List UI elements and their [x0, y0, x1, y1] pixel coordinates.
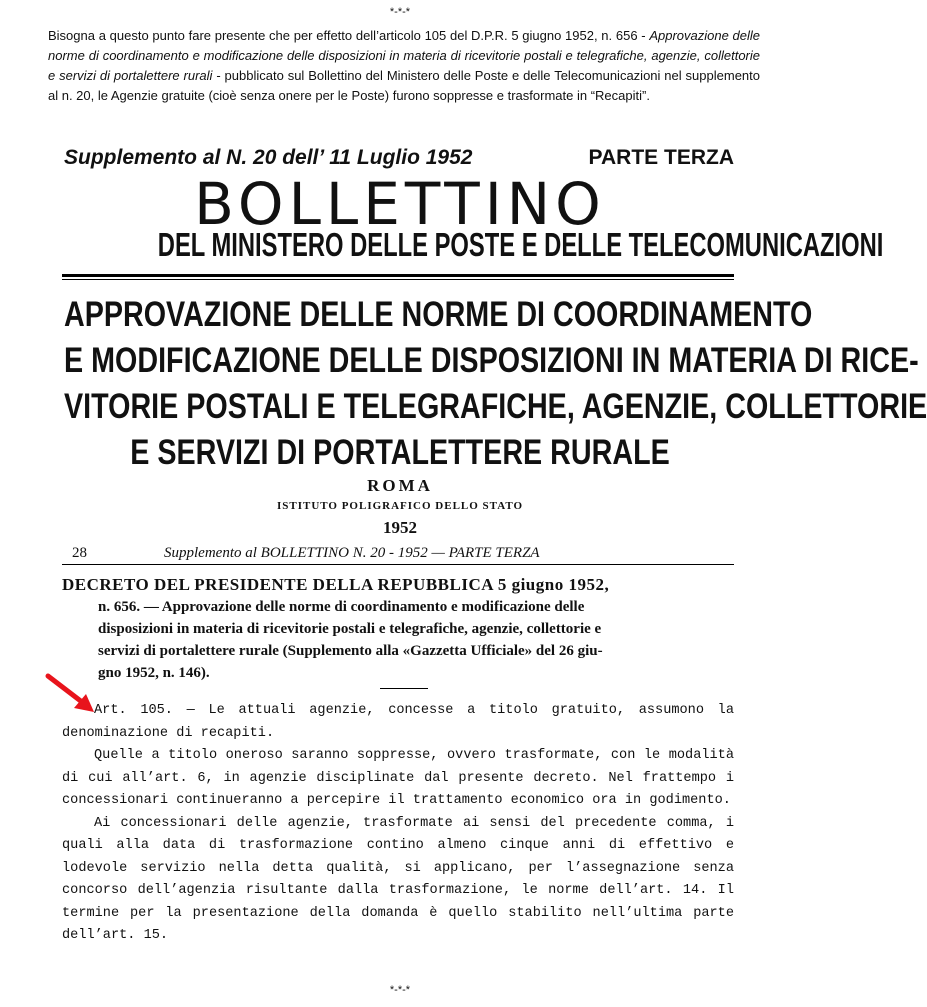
decree-heading	[62, 574, 734, 684]
bulletin-title: BOLLETTINO	[194, 170, 606, 238]
article-paragraph: Quelle a titolo oneroso saranno soppresse, ovvero trasformate, con le modalità di cui all’art. 6, in agenzie disciplinate dal presente decreto. Nel frattempo i concessionari continueranno a percepire il trattamento economico ora in godimento.	[62, 748, 734, 808]
supplement-line	[64, 146, 734, 170]
divider-thick	[62, 274, 734, 277]
article-paragraph: Art. 105. — Le attuali agenzie, concesse a titolo gratuito, assumono la denominazione di recapiti.	[62, 703, 734, 741]
publisher: ISTITUTO POLIGRAFICO DELLO STATO	[276, 500, 524, 512]
intro-decree-title: Approvazione delle norme di coordinamento e modificazione delle disposizioni in materia di ricevitorie postali e telegrafiche, agenzie, collettorie e servizi di portalettere rurali	[48, 28, 760, 83]
supplement-label: Supplemento al N. 20 dell’ 11 Luglio 1952	[64, 146, 473, 169]
red-arrow-icon	[44, 672, 96, 714]
page-header-text: Supplemento al BOLLETTINO N. 20 - 1952 — PARTE TERZA	[164, 545, 540, 561]
top-separator: *-*-*	[389, 6, 411, 18]
part-label: PARTE TERZA	[588, 146, 734, 169]
short-divider	[380, 688, 428, 689]
decree-line: disposizioni in materia di ricevitorie postali e telegrafiche, agenzie, collettorie e	[98, 621, 602, 637]
page-number: 28	[72, 545, 87, 561]
year: 1952	[383, 518, 417, 537]
divider-thin	[62, 279, 734, 280]
article-paragraph: Ai concessionari delle agenzie, trasformate ai sensi del precedente comma, i quali alla data di trasformazione contino almeno cinque anni di effettivo e lodevole servizio nella detta qualità, si applicano, per l’assegnazione senza concorso dell’agenzia risultante dalla trasformazione, le norme dell’art. 14. Il termine per la presentazione della domanda è quello stabilito nell’ultima parte dell’art. 15.	[62, 815, 734, 943]
page-divider	[62, 564, 734, 565]
intro-text-1: Bisogna a questo punto fare presente che per effetto dell’articolo 105 del D.P.R. 5 giugno 1952, n. 656 -	[48, 28, 650, 43]
intro-paragraph	[48, 26, 760, 106]
city: ROMA	[367, 476, 433, 495]
approval-heading	[64, 292, 927, 476]
approval-line: E MODIFICAZIONE DELLE DISPOSIZIONI IN MATERIA DI RICE-	[64, 341, 919, 380]
article-105	[62, 700, 734, 948]
decree-line: servizi di portalettere rurale (Supplemento alla «Gazzetta Ufficiale» del 26 giu-	[98, 643, 603, 659]
intro-text-2: - pubblicato sul Bollettino del Ministero delle Poste e delle Telecomunicazioni nel supplemento al n. 20, le Agenzie gratuite (cioè senza onere per le Poste) furono soppresse e trasformate in “Recapiti”.	[48, 68, 760, 103]
decree-title: DECRETO DEL PRESIDENTE DELLA REPUBBLICA 5 giugno 1952,	[62, 575, 610, 594]
decree-line: gno 1952, n. 146).	[98, 665, 210, 681]
approval-line: E SERVIZI DI PORTALETTERE RURALE	[130, 433, 670, 472]
bottom-separator: *-*-*	[389, 984, 411, 996]
decree-line: n. 656. — Approvazione delle norme di coordinamento e modificazione delle	[98, 599, 585, 615]
approval-line: APPROVAZIONE DELLE NORME DI COORDINAMENTO	[64, 295, 813, 334]
bulletin-subtitle: DEL MINISTERO DELLE POSTE E DELLE TELECOMUNICAZIONI	[157, 226, 884, 263]
approval-line: VITORIE POSTALI E TELEGRAFICHE, AGENZIE, COLLETTORIE	[64, 387, 927, 426]
